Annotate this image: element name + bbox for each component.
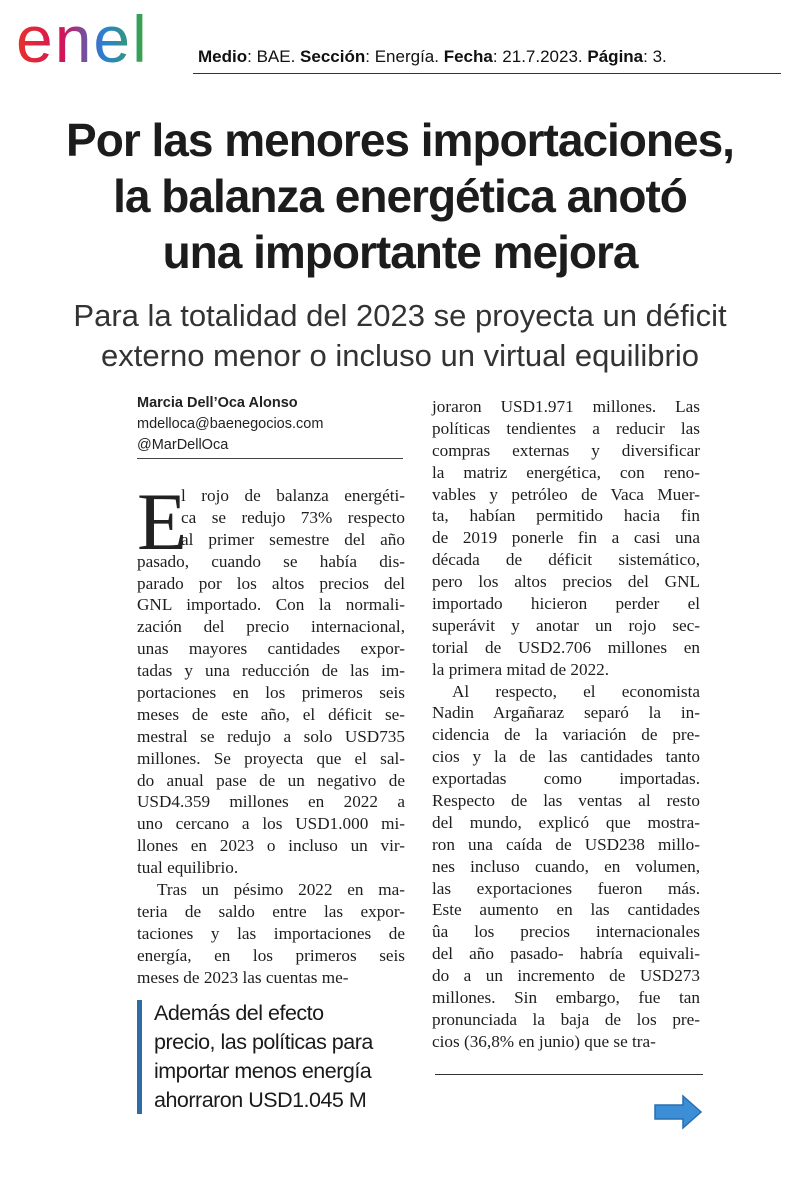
headline: Por las menores importaciones, la balanza energética anotó una importante mejora bbox=[66, 114, 734, 278]
article-line: Respecto de las ventas al resto bbox=[432, 791, 700, 811]
article-line: ûa los precios internacionales bbox=[432, 922, 700, 942]
pull-quote: Además del efecto precio, las políticas para importar menos energía ahorraron USD1.045 M bbox=[154, 1001, 373, 1112]
article-line: de 2019 ponerle fin a casi una bbox=[432, 528, 700, 548]
article-line: do a un incremento de USD273 bbox=[432, 966, 700, 986]
byline bbox=[137, 393, 407, 456]
article-line: tual equilibrio. bbox=[137, 858, 239, 878]
logo-text: enel bbox=[16, 4, 149, 74]
article-line: millones. Sin embargo, fue tan bbox=[432, 988, 700, 1008]
article-line: cios (36,8% en junio) que se tra- bbox=[432, 1031, 656, 1051]
article-line: políticas tendientes a reducir las bbox=[432, 418, 700, 438]
article-line: parado por los altos precios del bbox=[137, 573, 405, 593]
article-column-1 bbox=[137, 476, 405, 988]
article-line: ta, habían permitido hacia fin bbox=[432, 506, 700, 526]
article-line: millones. Se proyecta que el sal- bbox=[137, 748, 405, 768]
article-line: compras externas y diversificar bbox=[432, 440, 700, 460]
article-line: Al respecto, el economista bbox=[452, 681, 700, 701]
author-handle: @MarDellOca bbox=[137, 437, 229, 453]
article-line: vables y petróleo de Vaca Muer- bbox=[432, 484, 700, 504]
article-line: do anual pase de un negativo de bbox=[137, 770, 405, 790]
article-line: energía, en los primeros seis bbox=[137, 945, 405, 965]
article-line: la matriz energética, con reno- bbox=[432, 462, 700, 482]
author-name: Marcia Dell’Oca Alonso bbox=[137, 395, 298, 411]
article-line: superávit y anotar un rojo sec- bbox=[432, 615, 700, 635]
pull-quote-bar bbox=[137, 1000, 142, 1114]
article-line: joraron USD1.971 millones. Las bbox=[432, 397, 700, 416]
subheadline: Para la totalidad del 2023 se proyecta un déficit externo menor o incluso un virtual equilibrio bbox=[73, 298, 727, 373]
article-line: la primera mitad de 2022. bbox=[432, 659, 610, 679]
enel-logo bbox=[16, 4, 181, 74]
header-divider bbox=[193, 73, 781, 74]
article-line: pronunciada la baja de los pre- bbox=[432, 1009, 700, 1029]
article-line: torial de USD2.706 millones en bbox=[432, 637, 700, 657]
article-line: al primer semestre del año bbox=[181, 529, 405, 549]
article-line: Este aumento en las cantidades bbox=[432, 900, 700, 920]
article-line: GNL importado. Con la normali- bbox=[137, 595, 405, 615]
article-line: meses de este año, el déficit se- bbox=[137, 704, 405, 724]
article-line: USD4.359 millones en 2022 a bbox=[137, 792, 405, 812]
column-end-divider bbox=[435, 1074, 703, 1075]
article-line: importado hicieron perder el bbox=[432, 594, 700, 614]
article-line: Tras un pésimo 2022 en ma- bbox=[157, 880, 405, 900]
article-column-2 bbox=[432, 396, 700, 1053]
page-header bbox=[0, 0, 800, 80]
article-line: llones en 2023 o incluso un vir- bbox=[137, 836, 405, 856]
article-line: las exportaciones fueron más. bbox=[432, 878, 700, 898]
article-line: exportadas como importadas. bbox=[432, 769, 700, 789]
article-line: l rojo de balanza energéti- bbox=[181, 486, 405, 505]
article-line: pero los altos precios del GNL bbox=[432, 572, 700, 592]
article-line: tadas y una reducción de las im- bbox=[137, 661, 405, 681]
article-line: cidencia de la variación de pre- bbox=[432, 725, 700, 745]
article-line: zación del precio internacional, bbox=[137, 617, 405, 637]
drop-cap: E bbox=[137, 476, 188, 567]
article-line: nes incluso cuando, en volumen, bbox=[432, 856, 700, 876]
article-line: cios y la de las cantidades tanto bbox=[432, 747, 700, 767]
article-line: pasado, cuando se había dis- bbox=[137, 551, 405, 571]
article-line: unas mayores cantidades expor- bbox=[137, 639, 405, 659]
byline-divider bbox=[137, 458, 403, 459]
article-line: ron una caída de USD238 millo- bbox=[432, 834, 700, 854]
article-line: del mundo, explicó que mostra- bbox=[432, 812, 700, 832]
article-line: meses de 2023 las cuentas me- bbox=[137, 967, 349, 987]
right-arrow-icon bbox=[653, 1094, 703, 1130]
article-line: década de déficit sistemático, bbox=[432, 550, 700, 570]
article-line: uno cercano a los USD1.000 mi- bbox=[137, 814, 405, 834]
article-line: Nadin Argañaraz separó la in- bbox=[432, 703, 700, 723]
article-line: teria de saldo entre las expor- bbox=[137, 901, 405, 921]
article-line: mestral se redujo a solo USD735 bbox=[137, 726, 405, 746]
source-meta: Medio: BAE. Sección: Energía. Fecha: 21.7.2023. Página: 3. bbox=[198, 47, 667, 66]
article-line: portaciones en los primeros seis bbox=[137, 683, 405, 703]
author-email: mdelloca@baenegocios.com bbox=[137, 416, 324, 432]
article-line: ca se redujo 73% respecto bbox=[181, 507, 405, 527]
article-line: del año pasado- habría equivali- bbox=[432, 944, 700, 964]
article-line: taciones y las importaciones de bbox=[137, 923, 405, 943]
